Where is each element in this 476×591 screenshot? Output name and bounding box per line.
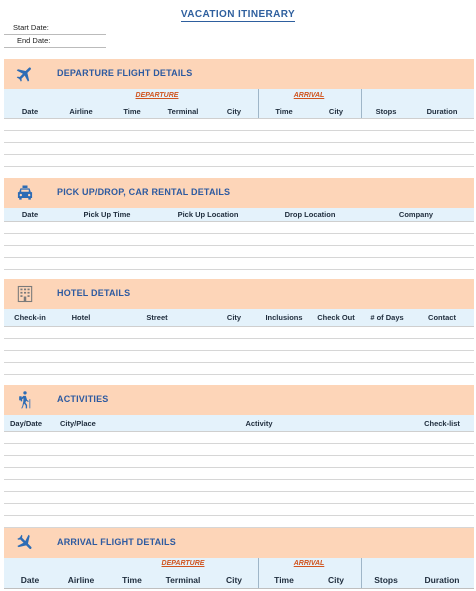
arrival-section-header — [4, 528, 474, 558]
table-row[interactable] — [4, 351, 474, 363]
column-contact: Contact — [428, 313, 456, 322]
column-pickup-location: Pick Up Location — [177, 210, 239, 219]
column-divider — [258, 558, 259, 588]
column-divider — [361, 89, 362, 118]
departure-flight-section — [4, 59, 474, 179]
column-duration: Duration — [426, 107, 458, 116]
end-date-label: End Date: — [17, 36, 51, 45]
car-section-title: PICK UP/DROP, CAR RENTAL DETAILS — [57, 187, 231, 197]
column-pickup-time: Pick Up Time — [83, 210, 131, 219]
car-entry-rows — [4, 221, 474, 282]
airplane-takeoff-icon — [14, 64, 36, 84]
column-time: Time — [122, 575, 142, 585]
column-days: # of Days — [370, 313, 404, 322]
hotel-entry-rows — [4, 326, 474, 387]
departure-section-title: DEPARTURE FLIGHT DETAILS — [57, 68, 193, 78]
table-row[interactable] — [4, 468, 474, 480]
table-row[interactable] — [4, 155, 474, 167]
departure-column-header — [4, 89, 474, 118]
departure-group-label: DEPARTURE — [135, 92, 179, 99]
activities-section-title: ACTIVITIES — [57, 394, 109, 404]
page-title: VACATION ITINERARY — [180, 9, 296, 20]
activities-section — [4, 385, 474, 528]
column-date: Date — [20, 575, 40, 585]
column-check-in: Check-in — [14, 313, 46, 322]
column-city: City — [225, 575, 243, 585]
table-row[interactable] — [4, 221, 474, 234]
column-divider — [258, 89, 259, 118]
column-stops: Stops — [375, 107, 397, 116]
column-arrival-time: Time — [275, 107, 293, 116]
arrival-group-label: ARRIVAL — [293, 560, 325, 567]
table-row[interactable] — [4, 234, 474, 246]
departure-group-label: DEPARTURE — [161, 560, 205, 567]
table-row[interactable] — [4, 504, 474, 516]
column-arrival-city: City — [328, 107, 344, 116]
column-activity: Activity — [245, 419, 273, 428]
table-row[interactable] — [4, 246, 474, 258]
arrival-column-header — [4, 558, 474, 588]
table-row[interactable] — [4, 516, 474, 528]
column-date: Date — [21, 210, 39, 219]
start-date-field[interactable] — [4, 22, 106, 35]
column-airline: Airline — [69, 107, 93, 116]
arrival-entry-rows — [4, 588, 474, 589]
activities-section-header — [4, 385, 474, 415]
departure-entry-rows — [4, 118, 474, 179]
column-street: Street — [146, 313, 168, 322]
column-terminal: Terminal — [165, 575, 201, 585]
column-time: Time — [123, 107, 141, 116]
column-terminal: Terminal — [167, 107, 199, 116]
hiker-icon — [14, 390, 36, 410]
table-row[interactable] — [4, 143, 474, 155]
column-duration: Duration — [424, 575, 460, 585]
activities-column-header — [4, 415, 474, 431]
column-check-list: Check-list — [424, 419, 460, 428]
hotel-section-title: HOTEL DETAILS — [57, 288, 131, 298]
hotel-section — [4, 279, 474, 387]
arrival-section-title: ARRIVAL FLIGHT DETAILS — [57, 537, 176, 547]
column-city: City — [226, 313, 242, 322]
table-row[interactable] — [4, 456, 474, 468]
table-row[interactable] — [4, 363, 474, 375]
column-check-out: Check Out — [317, 313, 355, 322]
table-row[interactable] — [4, 480, 474, 492]
hotel-section-header — [4, 279, 474, 309]
column-company: Company — [398, 210, 434, 219]
start-date-label: Start Date: — [13, 23, 49, 32]
column-divider — [361, 558, 362, 588]
table-row[interactable] — [4, 131, 474, 143]
column-drop-location: Drop Location — [284, 210, 336, 219]
column-stops: Stops — [374, 575, 398, 585]
departure-section-header — [4, 59, 474, 89]
table-row[interactable] — [4, 492, 474, 504]
hotel-column-header — [4, 309, 474, 326]
column-arrival-city: City — [327, 575, 345, 585]
table-row[interactable] — [4, 326, 474, 339]
column-city-place: City/Place — [60, 419, 96, 428]
taxi-icon — [14, 183, 36, 203]
car-section-header — [4, 178, 474, 208]
column-arrival-time: Time — [274, 575, 294, 585]
table-row[interactable] — [4, 118, 474, 131]
table-row[interactable] — [4, 339, 474, 351]
table-row[interactable] — [4, 444, 474, 456]
column-inclusions: Inclusions — [265, 313, 303, 322]
activities-entry-rows — [4, 431, 474, 528]
column-date: Date — [21, 107, 39, 116]
column-city: City — [226, 107, 242, 116]
airplane-landing-icon — [14, 533, 36, 553]
car-rental-section — [4, 178, 474, 282]
column-hotel: Hotel — [71, 313, 91, 322]
table-row[interactable] — [4, 431, 474, 444]
car-column-header — [4, 208, 474, 221]
column-day-date: Day/Date — [10, 419, 43, 428]
arrival-flight-section — [4, 528, 474, 589]
arrival-group-label: ARRIVAL — [293, 92, 325, 99]
end-date-field[interactable] — [4, 35, 106, 48]
table-row[interactable] — [4, 258, 474, 270]
hotel-building-icon — [14, 284, 36, 304]
column-airline: Airline — [67, 575, 95, 585]
